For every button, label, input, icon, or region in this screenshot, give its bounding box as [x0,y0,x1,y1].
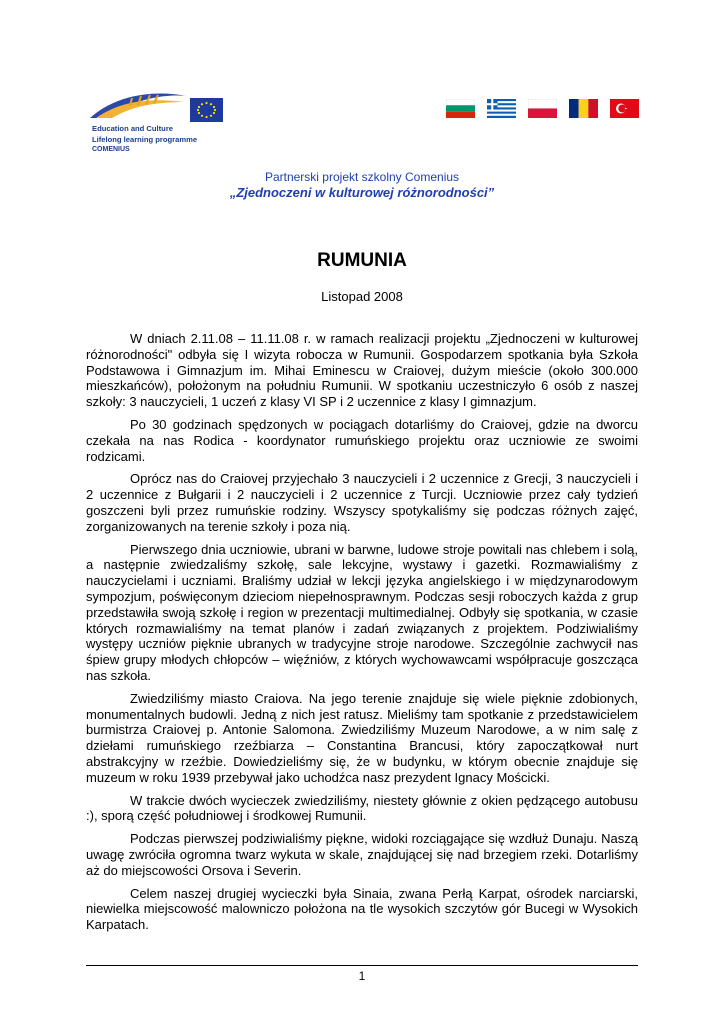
eu-flag-icon [190,98,223,122]
footer-divider [86,965,638,966]
logo-line-2: Lifelong learning programme [92,134,198,144]
project-name: „Zjednoczeni w kulturowej różnorodności” [229,185,495,200]
logo-line-3: COMENIUS [92,146,130,153]
romania-flag-icon [569,99,598,118]
poland-flag-icon [528,99,557,118]
comenius-swoosh-icon [86,88,231,124]
document-title: RUMUNIA [317,250,407,271]
page-number: 1 [358,969,366,983]
document-body [86,331,638,940]
paragraph: W dniach 2.11.08 – 11.11.08 r. w ramach realizacji projektu „Zjednoczeni w kulturowej różnorodności" odbyła się I wizyta robocza w Rumunii. Gospodarzem spotkania była Szkoła Podstawowa i Gimnazjum im. Mihai Eminescu w Craiovej, dużym mieście (około 300.000 mieszkańców), położonym na południu Rumunii. W spotkaniu uczestniczyło 6 osób z naszej szkoły: 3 nauczycieli, 1 uczeń z klasy VI SP i 2 uczennice z klasy I gimnazjum. [86,331,638,410]
paragraph: Zwiedziliśmy miasto Craiova. Na jego terenie znajduje się wiele pięknie zdobionych, monumentalnych budowli. Jedną z nich jest ratusz. Mieliśmy tam spotkanie z przedstawicielem burmistrza Craiovej p. Antonie Salomona. Zwiedziliśmy Muzeum Narodowe, a w nim salę z dziełami rumuńskiego rzeźbiarza – Constantina Brancusi, który zapoczątkował nurt abstrakcyjny w rzeźbie. Dowiedzieliśmy się, że w budynku, w którym obecnie znajduje się muzeum w roku 1939 przebywał jako uchodźca nasz prezydent Ignacy Mościcki. [86,690,638,785]
paragraph: Celem naszej drugiej wycieczki była Sinaia, zwana Perłą Karpat, ośrodek narciarski, niewielka miejscowość malowniczo położona na tle wysokich szczytów gór Bucegi w Wysokich Karpatach. [86,885,638,933]
bulgaria-flag-icon [446,99,475,118]
logo-line-1: Education and Culture [92,124,174,133]
paragraph: Podczas pierwszej podziwialiśmy piękne, widoki rozciągające się wzdłuż Dunaju. Naszą uwagę zwróciła ogromna twarz wykuta w skale, znajdującej się nad brzegiem rzeki. Dotarliśmy aż do miejscowości Orsova i Severin. [86,831,638,878]
paragraph: W trakcie dwóch wycieczek zwiedziliśmy, niestety głównie z okien pędzącego autobusu :), sporą część południowej i środkowej Rumunii. [86,792,638,824]
paragraph: Oprócz nas do Craiovej przyjechało 3 nauczycieli i 2 uczennice z Grecji, 3 nauczycieli i 2 uczennice z Bułgarii i 2 nauczycieli i 2 uczennice z Turcji. Uczniowie przez cały tydzień goszczeni byli przez rumuńskie rodziny. Wszyscy spotykaliśmy się podczas różnych zajęć, zorganizowanych na terenie szkoły i poza nią. [86,471,638,534]
eu-comenius-logo [86,88,231,160]
logo-text [92,124,197,156]
document-date: Listopad 2008 [321,289,403,304]
project-subtitle: Partnerski projekt szkolny Comenius [264,170,460,184]
greece-flag-icon [487,99,516,118]
paragraph: Po 30 godzinach spędzonych w pociągach dotarliśmy do Craiovej, gdzie na dworcu czekała na nas Rodica - koordynator rumuńskiego projektu oraz uczniowie ze swoimi rodzicami. [86,416,638,464]
paragraph: Pierwszego dnia uczniowie, ubrani w barwne, ludowe stroje powitali nas chlebem i solą, a następnie zwiedzaliśmy szkołę, sale lekcyjne, wystawy i gazetki. Rozmawialiśmy z nauczycielami i uczniami. Braliśmy udział w lekcji języka angielskiego i w międzynarodowym sympozjum, poświęconym dzieciom niepełnosprawnym. Podczas sesji roboczych każda z grup przedstawiła swoją szkołę i region w prezentacji multimedialnej. Odbyły się spotkania, w czasie których rozmawialiśmy na temat planów i zadań związanych z projektem. Podziwialiśmy występy uczniów pięknie ubranych w tradycyjne stroje narodowe. Szczególnie zachwycił nas śpiew grupy młodych chłopców – więźniów, z których wychowawcami współpracuje goszcząca nas szkoła. [86,541,638,683]
turkey-flag-icon [610,99,639,118]
